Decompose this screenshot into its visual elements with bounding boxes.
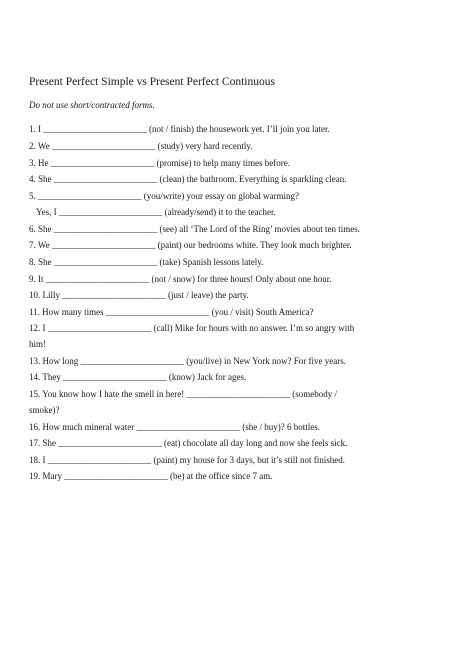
question-5: 5. _______________________ (you/write) your essay on global warming? (29, 191, 299, 201)
question-3: 3. He _______________________ (promise) to help many times before. (29, 158, 290, 168)
question-12: 12. I _______________________ (call) Mike for hours with no answer. I’m so angry with (29, 323, 355, 333)
question-12-continued: him! (29, 339, 46, 349)
question-14: 14. They _______________________ (know) Jack for ages. (29, 372, 247, 382)
question-18: 18. I _______________________ (paint) my house for 3 days, but it’s still not finished. (29, 455, 345, 465)
question-2: 2. We _______________________ (study) very hard recently. (29, 141, 253, 151)
question-11: 11. How many times _______________________ (you / visit) South America? (29, 307, 314, 317)
question-6: 6. She _______________________ (see) all ‘The Lord of the Ring’ movies about ten times. (29, 224, 361, 234)
instruction-text: Do not use short/contracted forms. (29, 100, 155, 110)
question-9: 9. It _______________________ (not / snow) for three hours! Only about one hour. (29, 274, 332, 284)
question-15-continued: smoke)? (29, 405, 60, 415)
question-1: 1. I _______________________ (not / finish) the housework yet. I’ll join you later. (29, 124, 330, 134)
question-15: 15. You know how I hate the smell in here! _______________________ (somebody / (29, 389, 337, 399)
question-5-answer: Yes, I _______________________ (already/send) it to the teacher. (36, 207, 276, 217)
worksheet-title: Present Perfect Simple vs Present Perfect Continuous (29, 76, 275, 88)
question-4: 4. She _______________________ (clean) the bathroom. Everything is sparkling clean. (29, 174, 347, 184)
question-16: 16. How much mineral water _______________________ (she / buy)? 6 bottles. (29, 422, 320, 432)
question-7: 7. We _______________________ (paint) our bedrooms white. They look much brighter. (29, 240, 352, 250)
question-8: 8. She _______________________ (take) Spanish lessons lately. (29, 257, 264, 267)
question-17: 17. She _______________________ (eat) chocolate all day long and now she feels sick. (29, 438, 348, 448)
question-10: 10. Lilly _______________________ (just / leave) the party. (29, 290, 249, 300)
question-19: 19. Mary _______________________ (be) at the office since 7 am. (29, 471, 273, 481)
question-13: 13. How long _______________________ (you/live) in New York now? For five years. (29, 356, 346, 366)
